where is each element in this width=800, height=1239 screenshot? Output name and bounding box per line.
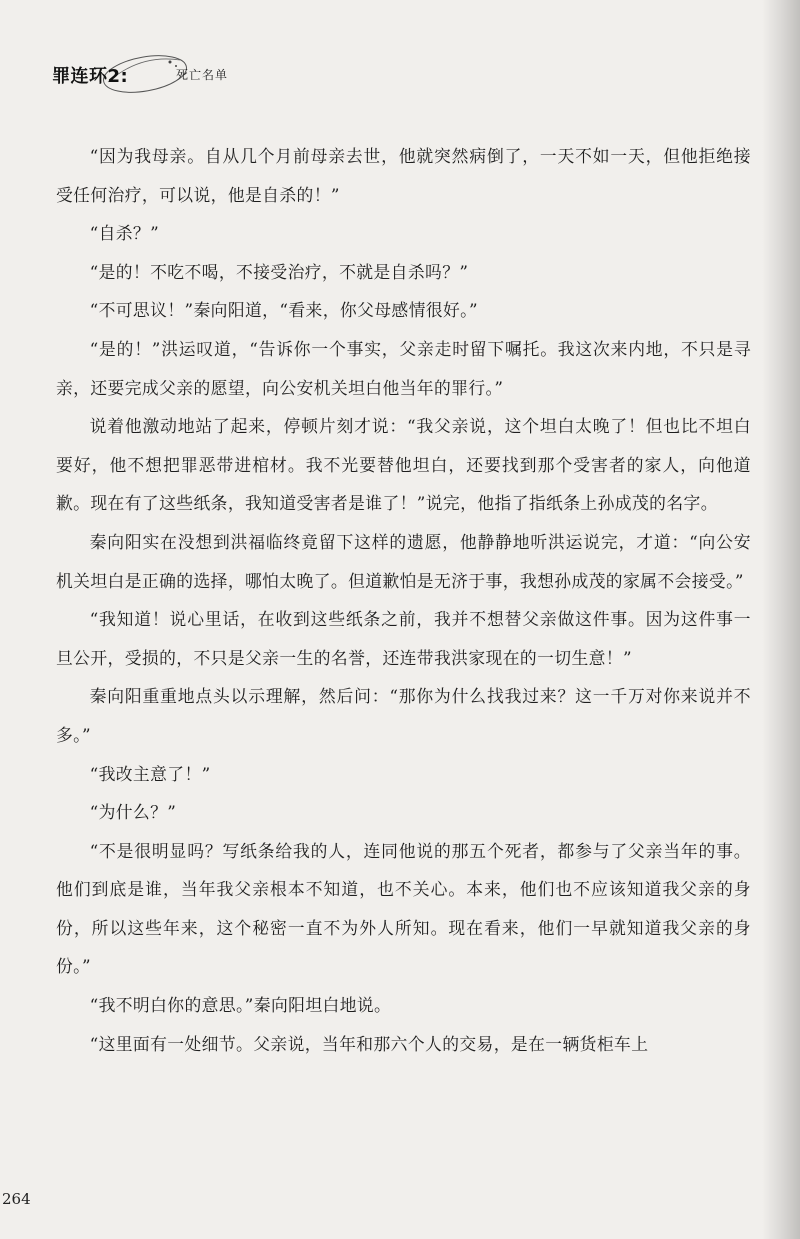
- page-number: 264: [2, 1190, 31, 1208]
- page-edge-shadow: [762, 0, 800, 1239]
- paragraph: 秦向阳重重地点头以示理解，然后问：“那你为什么找我过来？这一千万对你来说并不多。”: [56, 686, 751, 745]
- paragraph: “我不明白你的意思。”秦向阳坦白地说。: [89, 995, 392, 1016]
- paragraph: “自杀？”: [89, 223, 160, 244]
- paragraph: “我改主意了！”: [89, 763, 211, 784]
- book-title: 罪连环2:: [52, 66, 129, 87]
- paragraph: 秦向阳实在没想到洪福临终竟留下这样的遗愿，他静静地听洪运说完，才道：“向公安机关坦白是正确的选择，哪怕太晚了。但道歉怕是无济于事，我想孙成茂的家属不会接受。”: [56, 531, 751, 591]
- book-subtitle: 死亡名单: [176, 68, 229, 82]
- paragraph: 说着他激动地站了起来，停顿片刻才说：“我父亲说，这个坦白太晚了！但也比不坦白要好，他不想把罪恶带进棺材。我不光要替他坦白，还要找到那个受害者的家人，向他道歉。现在有了这些纸条，我知道受害者是谁了！”说完，他指了指纸条上孙成茂的名字。: [56, 416, 751, 514]
- paragraph: “是的！”洪运叹道，“告诉你一个事实，父亲走时留下嘱托。我这次来内地，不只是寻亲，还要完成父亲的愿望，向公安机关坦白他当年的罪行。”: [56, 338, 751, 398]
- paragraph: “不可思议！”秦向阳道，“看来，你父母感情很好。”: [89, 300, 478, 321]
- paragraph: “为什么？”: [89, 802, 177, 823]
- paragraph: “我知道！说心里话，在收到这些纸条之前，我并不想替父亲做这件事。因为这件事一旦公开，受损的，不只是父亲一生的名誉，还连带我洪家现在的一切生意！”: [56, 609, 751, 668]
- body-text: [56, 137, 751, 1063]
- running-header: [50, 52, 310, 92]
- paragraph: “不是很明显吗？写纸条给我的人，连同他说的那五个死者，都参与了父亲当年的事。他们到底是谁，当年我父亲根本不知道，也不关心。本来，他们也不应该知道我父亲的身份，所以这些年来，这个秘密一直不为外人所知。现在看来，他们一早就知道我父亲的身份。”: [56, 840, 751, 977]
- paragraph: “因为我母亲。自从几个月前母亲去世，他就突然病倒了，一天不如一天，但他拒绝接受任何治疗，可以说，他是自杀的！”: [56, 146, 751, 205]
- paragraph: “是的！不吃不喝，不接受治疗，不就是自杀吗？”: [89, 261, 469, 282]
- paragraph: “这里面有一处细节。父亲说，当年和那六个人的交易，是在一辆货柜车上: [89, 1033, 649, 1054]
